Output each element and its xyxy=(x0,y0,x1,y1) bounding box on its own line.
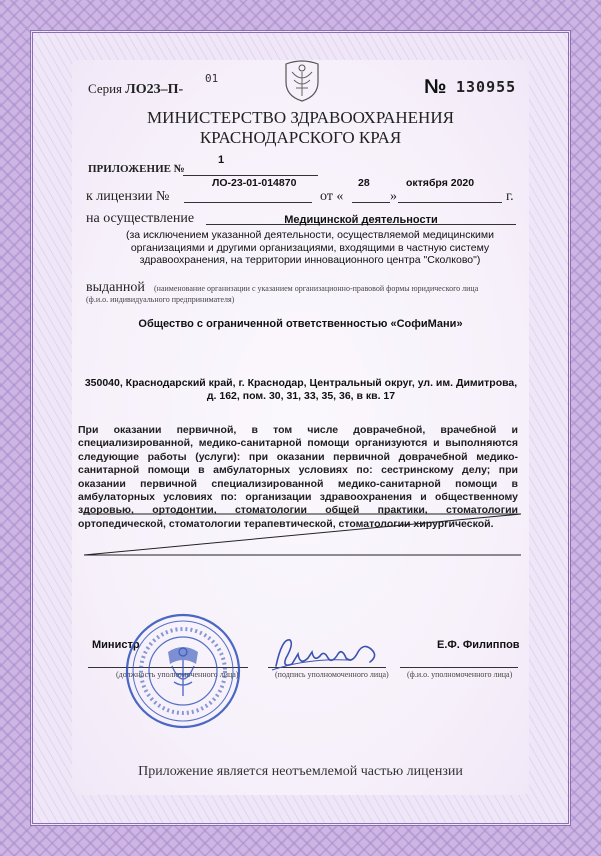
address-line1: 350040, Краснодарский край, г. Краснодар, Центральный округ, ул. им. Димитрова, xyxy=(84,377,518,389)
series-label: Серия xyxy=(88,81,123,96)
services-description: При оказании первичной, в том числе доврачебной, врачебной и специализированной, медико-санитарной помощи организуются и выполняются следующие работы (услуги): при оказании первичной доврачебной медико-санитарной помощи в амбулаторных условиях по: сестринскому делу; при оказании первичной специализированной медико-санитарной помощи в амбулаторных условиях по: организации здравоохранения и общественному здоровью, ортодонтии, стоматологии общей практики, стоматологии ортопедической, стоматологии терапевтической, стоматологии хирургической. xyxy=(78,424,518,530)
activity-label: на осуществление xyxy=(86,211,195,226)
license-label: к лицензии № xyxy=(86,189,170,204)
license-year-suffix: г. xyxy=(506,189,514,204)
series-index: 01 xyxy=(205,72,219,85)
series-value: ЛО23–П- xyxy=(125,82,184,97)
appendix-label: ПРИЛОЖЕНИЕ № xyxy=(88,163,185,175)
footer-note: Приложение является неотъемлемой частью лицензии xyxy=(138,764,463,779)
license-form-number: 130955 xyxy=(456,78,517,96)
handwritten-signature xyxy=(268,628,388,678)
activity-title: Медицинской деятельности xyxy=(284,214,438,226)
issued-label: выданной xyxy=(86,280,145,295)
ministry-title-line2: КРАСНОДАРСКОГО КРАЯ xyxy=(199,128,402,147)
appendix-number: 1 xyxy=(218,154,225,166)
coat-of-arms-emblem xyxy=(282,58,322,102)
license-month-year: октября 2020 xyxy=(406,177,475,189)
license-day: 28 xyxy=(358,177,370,189)
organization-name: Общество с ограниченной ответственностью «СофиМани» xyxy=(138,318,463,330)
issued-caption-org: (наименование организации с указанием организационно-правовой формы юридического лица xyxy=(154,284,479,293)
signer-name: Е.Ф. Филиппов xyxy=(437,639,520,651)
license-from-label: от « xyxy=(320,189,344,204)
activity-desc-line2: организациями и другими организациями, входящими в частную систему xyxy=(130,241,490,254)
license-date-mark: » xyxy=(390,189,397,204)
activity-desc-line3: здравоохранения, на территории инновационного центра "Сколково") xyxy=(139,254,481,267)
ministry-title-line1: МИНИСТЕРСТВО ЗДРАВООХРАНЕНИЯ xyxy=(147,108,454,127)
signer-position: Министр xyxy=(92,639,140,651)
address-line2: д. 162, пом. 30, 31, 33, 35, 36, в кв. 17 xyxy=(206,390,396,402)
signature-caption: (подпись уполномоченного лица) xyxy=(275,670,389,679)
activity-desc-line1: (за исключением указанной деятельности, осуществляемой медицинскими xyxy=(126,229,494,241)
blank-strike-lines xyxy=(76,505,526,560)
signer-name-caption: (ф.и.о. уполномоченного лица) xyxy=(407,670,513,679)
issued-caption-ip: (ф.и.о. индивидуального предпринимателя) xyxy=(86,295,235,304)
license-number: ЛО-23-01-014870 xyxy=(212,177,297,189)
signer-position-caption: (должность уполномоченного лица) xyxy=(116,670,239,679)
official-seal-stamp xyxy=(124,612,242,730)
number-label: № xyxy=(424,76,447,98)
